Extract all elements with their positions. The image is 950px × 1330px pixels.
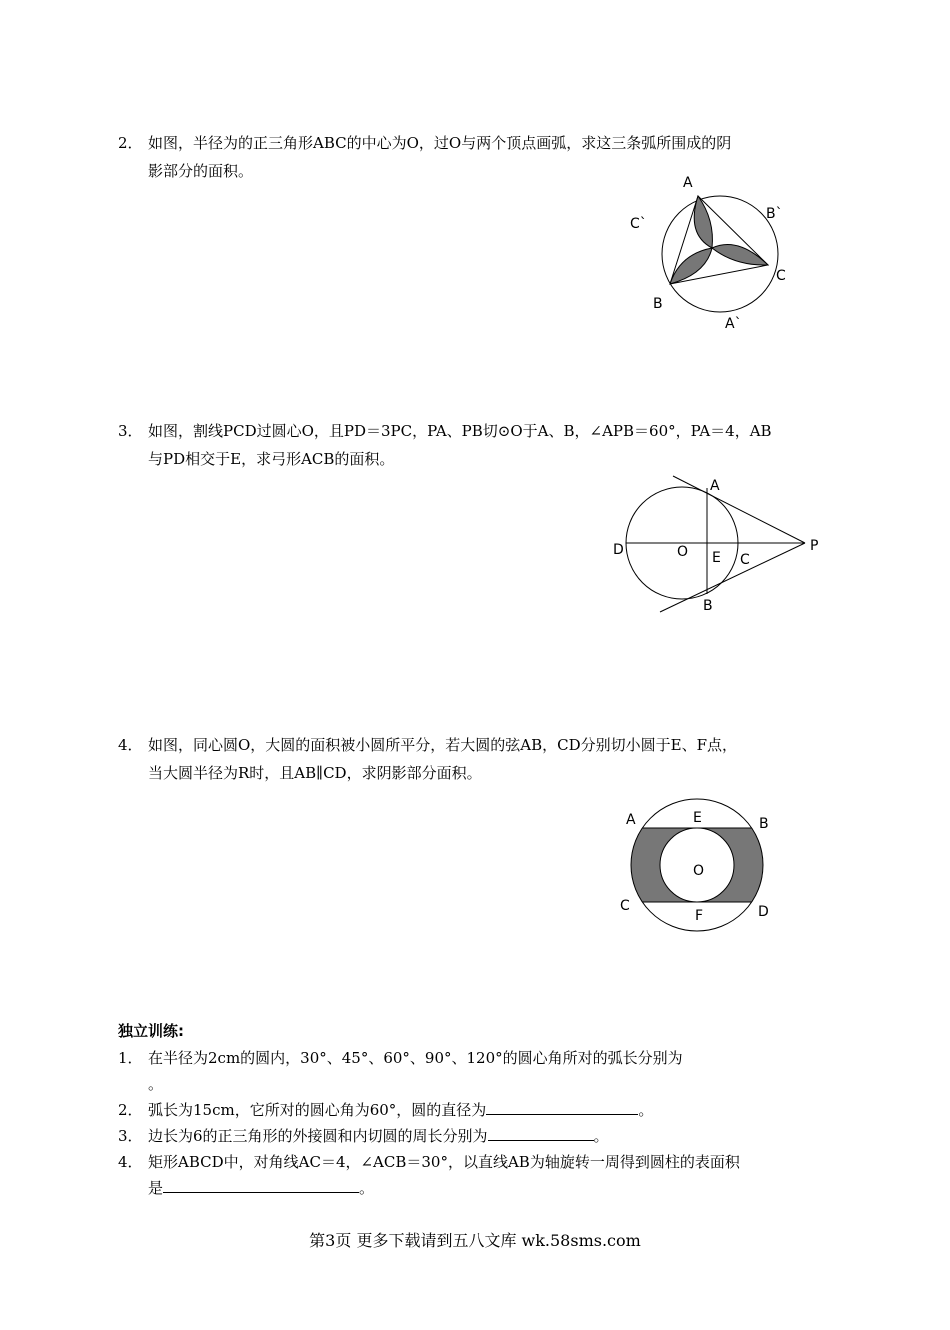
training-3-text: 边长为6的正三角形的外接圆和内切圆的周长分别为	[148, 1127, 488, 1145]
problem-4-line-2: 当大圆半径为R时，且AB∥CD，求阴影部分面积。	[148, 764, 482, 782]
problem-4-line-1	[118, 735, 737, 755]
training-2-text: 弧长为15cm，它所对的圆心角为60°，圆的直径为	[148, 1101, 487, 1119]
label-o: O	[693, 863, 705, 879]
problem-2-line-2: 影部分的面积。	[148, 162, 254, 180]
problem-4-text-1: 如图，同心圆O，大圆的面积被小圆所平分，若大圆的弦AB，CD分别切小圆于E、F点，	[148, 736, 738, 754]
tangent-pa	[673, 476, 805, 543]
training-4-text: 矩形ABCD中，对角线AC＝4，∠ACB＝30°，以直线AB为轴旋转一周得到圆柱的表面积	[148, 1153, 740, 1171]
petal-a	[694, 196, 712, 248]
training-4-text-2: 是	[148, 1179, 164, 1197]
problem-2-text-1: 如图，半径为的正三角形ABC的中心为O，过O与两个顶点画弧，求这三条弧所围成的阴	[148, 134, 732, 152]
label-d: D	[758, 904, 769, 920]
training-4-end: 。	[359, 1179, 375, 1197]
problem-3-number: 3．	[118, 422, 143, 440]
training-2-blank[interactable]	[486, 1100, 638, 1115]
label-a: A	[626, 812, 636, 828]
label-a: A	[683, 175, 693, 191]
problem-2-line-1	[118, 133, 731, 153]
training-4-number: 4．	[118, 1153, 143, 1171]
section-title-independent: 独立训练:	[118, 1022, 184, 1040]
figure-triangle-petals	[620, 170, 800, 335]
petal-c	[712, 244, 768, 265]
figure-secant-tangent	[605, 470, 840, 618]
label-b: B	[759, 816, 769, 832]
label-c: C	[620, 898, 630, 914]
label-e: E	[712, 550, 721, 566]
label-c: C	[740, 552, 750, 568]
problem-2-number: 2．	[118, 134, 143, 152]
training-3-number: 3．	[118, 1127, 143, 1145]
label-f: F	[695, 908, 704, 924]
training-4-line-1	[118, 1152, 740, 1172]
training-1-line-2: 。	[148, 1075, 164, 1093]
petal-b	[670, 248, 712, 284]
label-b2: B`	[766, 206, 783, 222]
problem-3-line-2: 与PD相交于E，求弓形ACB的面积。	[148, 450, 395, 468]
label-p: P	[810, 538, 819, 554]
training-3-line	[118, 1126, 609, 1146]
problem-3-text-1: 如图，割线PCD过圆心O，且PD＝3PC，PA、PB切⊙O于A、B，∠APB＝60°，PA＝4，AB	[148, 422, 772, 440]
problem-3-line-1	[118, 421, 772, 441]
training-3-end: 。	[593, 1127, 609, 1145]
problem-4-number: 4．	[118, 736, 143, 754]
figure-concentric-circles	[612, 792, 782, 932]
training-2-line	[118, 1100, 653, 1120]
label-a2: A`	[725, 316, 742, 332]
page-footer: 第3页 更多下载请到五八文库 wk.58sms.com	[309, 1231, 641, 1250]
training-4-line-2	[148, 1178, 374, 1198]
training-1-line-1	[118, 1048, 683, 1068]
label-a: A	[710, 478, 720, 494]
label-e: E	[693, 810, 702, 826]
label-c2: C`	[630, 216, 647, 232]
training-3-blank[interactable]	[488, 1126, 594, 1141]
training-2-end: 。	[638, 1101, 654, 1119]
label-o: O	[677, 544, 689, 560]
label-b: B	[653, 296, 663, 312]
training-4-blank[interactable]	[163, 1178, 359, 1193]
training-1-text: 在半径为2cm的圆内，30°、45°、60°、90°、120°的圆心角所对的弧长分别为	[148, 1049, 683, 1067]
training-2-number: 2．	[118, 1101, 143, 1119]
label-b: B	[703, 598, 713, 614]
label-c: C	[776, 268, 786, 284]
training-1-number: 1．	[118, 1049, 143, 1067]
label-d: D	[613, 542, 624, 558]
